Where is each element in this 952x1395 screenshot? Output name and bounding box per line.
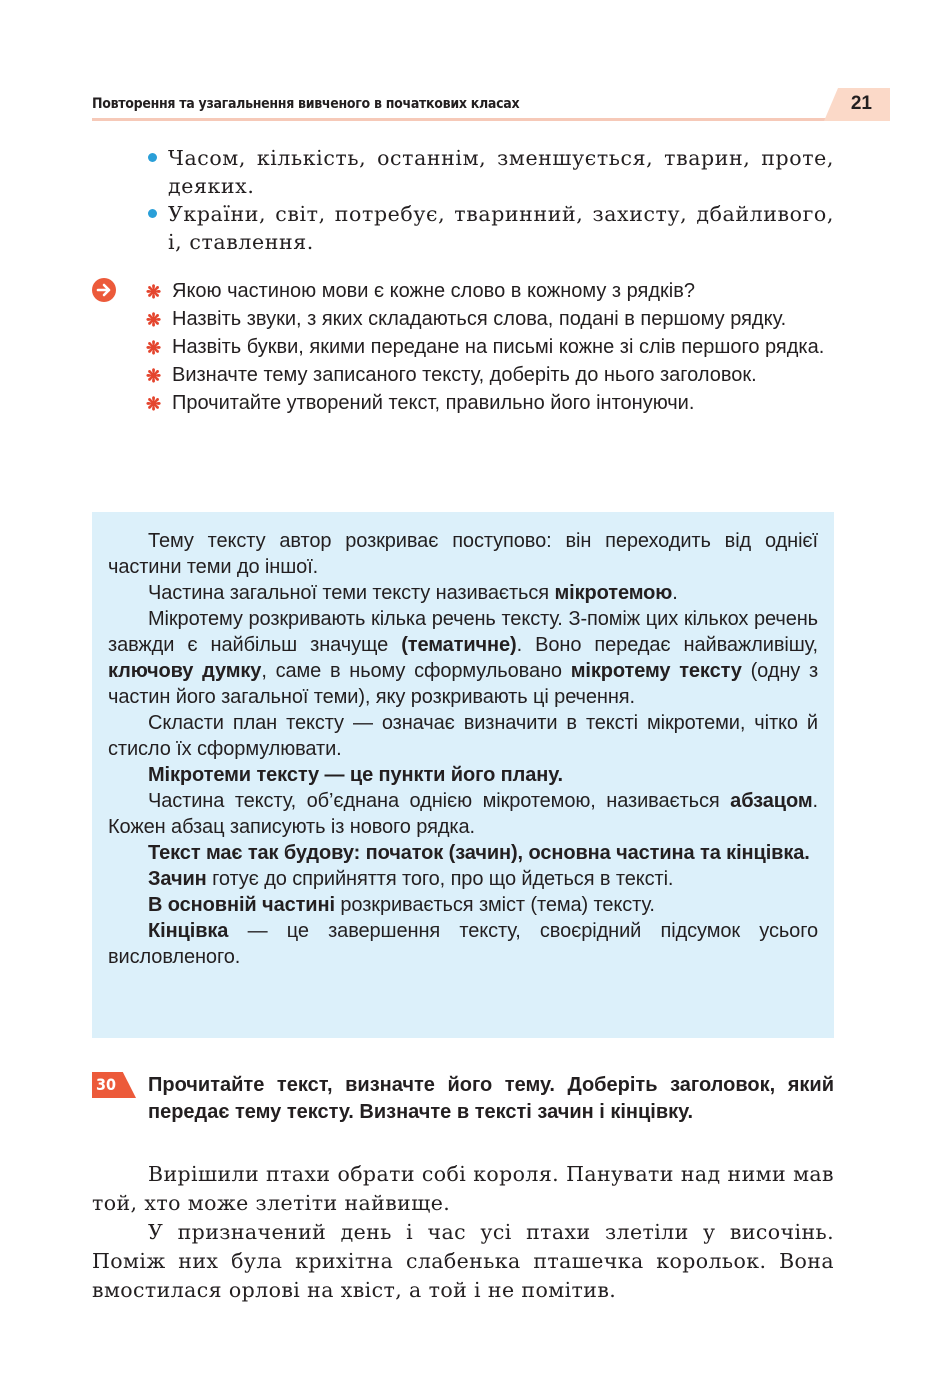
term-bold: Мікротеми тексту — це пункти його плану. (148, 764, 563, 786)
arrow-right-icon (92, 278, 116, 302)
running-title: Повторення та узагальнення вивченого в початкових класах (92, 96, 520, 112)
theory-box (92, 512, 834, 1038)
question-text: Назвіть звуки, з яких складаються слова, подані в першому рядку. (172, 308, 787, 330)
term-bold: В основній частині (148, 894, 335, 916)
theory-paragraph (108, 762, 818, 788)
word-row-text: України, світ, потребує, тваринний, захисту, дбайливого, і, ставлення. (168, 202, 834, 254)
page-number: 21 (850, 93, 872, 114)
theory-text: Тему тексту автор розкриває поступово: він переходить від однієї частини теми до іншої. (108, 530, 818, 578)
word-rows-list (148, 144, 834, 256)
theory-paragraph (108, 892, 818, 918)
asterisk-icon: ❋ (146, 394, 162, 414)
theory-text: готує до сприйняття того, про що йдеться в тексті. (206, 868, 674, 890)
task-number: 30 (96, 1075, 117, 1094)
theory-text: Скласти план тексту — означає визначити в тексті мікротеми, чітко й стисло їх сформулювати. (108, 712, 818, 760)
theory-text: — це завершення тексту, своєрідний підсумок усього висловленого. (108, 920, 818, 968)
asterisk-icon: ❋ (146, 310, 162, 330)
theory-text: Частина загальної теми тексту називається (148, 582, 555, 604)
task-instruction: Прочитайте текст, визначте його тему. Доберіть заголовок, який передає тему тексту. Визначте в тексті зачин і кінцівку. (148, 1074, 834, 1123)
question-text: Прочитайте утворений текст, правильно його інтонуючи. (172, 392, 695, 414)
theory-text: , саме в ньому сформульовано (261, 660, 571, 682)
term-bold: абзацом (730, 790, 813, 812)
theory-text: Мікротему розкривають кілька речень тексту. З-поміж цих кількох речень завжди є найбільш значуще (108, 608, 818, 656)
question-text: Назвіть букви, якими передане на письмі кожне зі слів першого рядка. (172, 336, 825, 358)
question-item (146, 390, 834, 416)
asterisk-icon: ❋ (146, 366, 162, 386)
theory-paragraph (108, 710, 818, 762)
word-row (148, 144, 834, 200)
term-bold: (тематичне) (401, 634, 517, 656)
theory-paragraph (108, 528, 818, 580)
page-header (92, 88, 890, 122)
question-item (146, 278, 834, 304)
question-text: Визначте тему записаного тексту, доберіть до нього заголовок. (172, 364, 757, 386)
reading-text (92, 1160, 834, 1305)
term-bold: Зачин (148, 868, 207, 890)
theory-paragraph (108, 918, 818, 970)
theory-text: . (672, 582, 678, 604)
question-item (146, 334, 834, 360)
header-rule (92, 118, 890, 121)
bullet-dot-icon (148, 209, 157, 218)
reading-paragraph: У призначений день і час усі птахи злетіли у височінь. Поміж них була крихітна слабенька пташечка корольок. Вона вмостилася орлові на хвіст, а той і не помітив. (92, 1220, 834, 1302)
bullet-dot-icon (148, 153, 157, 162)
word-row (148, 200, 834, 256)
reading-paragraph: Вирішили птахи обрати собі короля. Панувати над ними мав той, хто може злетіти найвище. (92, 1162, 834, 1215)
theory-paragraph (108, 866, 818, 892)
theory-text: . Кожен абзац записують із нового рядка. (108, 790, 818, 838)
question-item (146, 362, 834, 388)
theory-text: розкривається зміст (тема) тексту. (334, 894, 655, 916)
word-row-text: Часом, кількість, останнім, зменшується, тварин, проте, деяких. (168, 146, 834, 198)
asterisk-icon: ❋ (146, 282, 162, 302)
term-bold: ключову думку (108, 660, 262, 682)
question-text: Якою частиною мови є кожне слово в кожному з рядків? (172, 280, 695, 302)
questions-list (146, 278, 834, 418)
theory-paragraph (108, 840, 818, 866)
theory-paragraph (108, 606, 818, 710)
term-bold: мікротемою (554, 582, 673, 604)
theory-paragraph (108, 788, 818, 840)
question-item (146, 306, 834, 332)
theory-paragraph (108, 580, 818, 606)
term-bold: мікротему тексту (570, 660, 742, 682)
asterisk-icon: ❋ (146, 338, 162, 358)
term-bold: Текст має так будову: початок (зачин), основна частина та кінцівка. (148, 842, 810, 864)
term-bold: Кінцівка (148, 920, 229, 942)
theory-text: (одну з частин його загальної теми), яку розкривають ці речення. (108, 660, 819, 708)
theory-text: . Воно передає найважливішу, (516, 634, 818, 656)
theory-text: Частина тексту, об’єднана однією мікротемою, називається (148, 790, 731, 812)
